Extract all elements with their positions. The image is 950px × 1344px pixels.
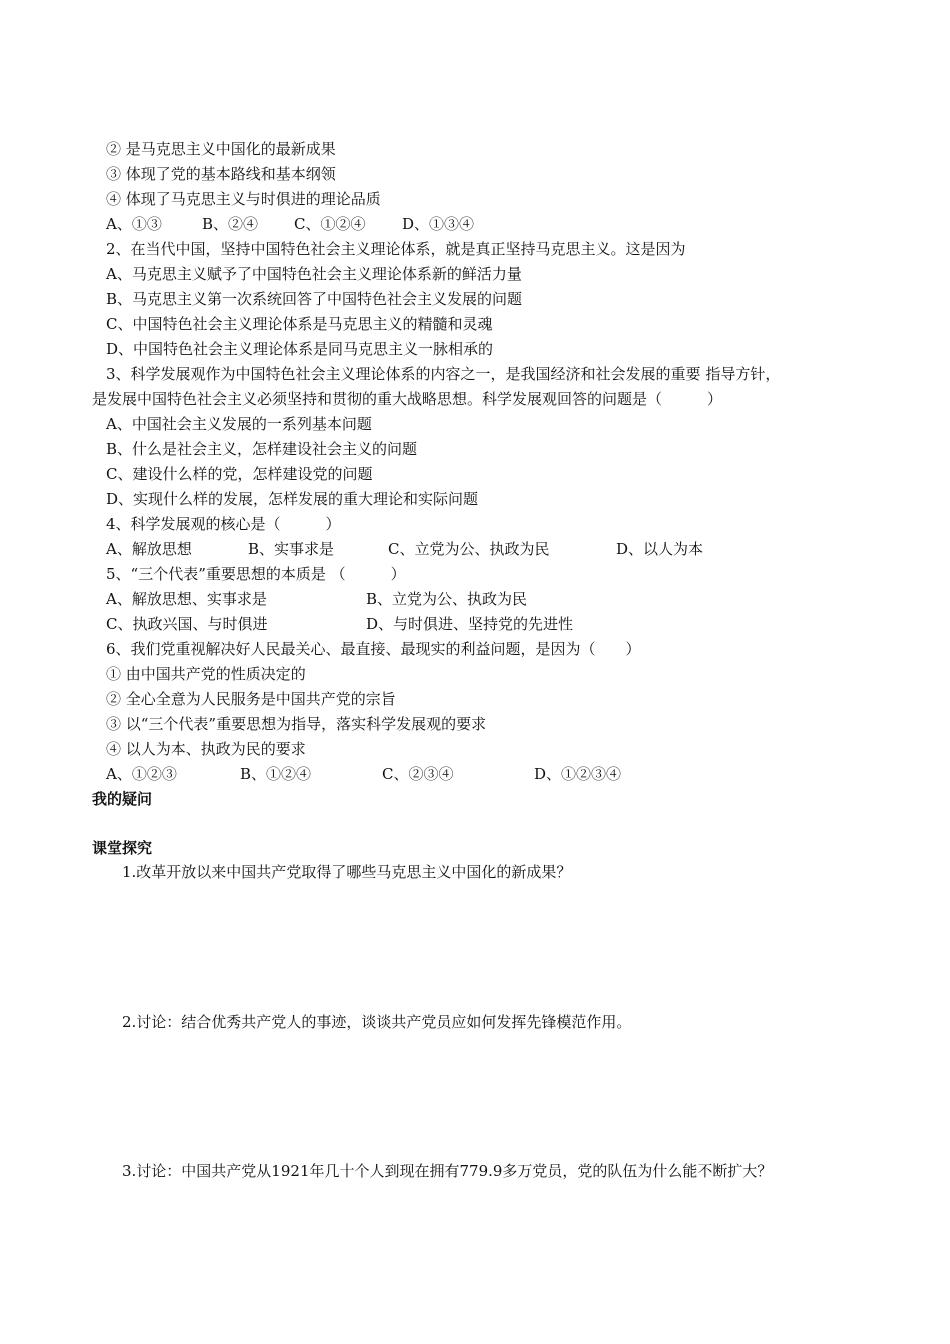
option-b: B、立党为公、执政为民 — [366, 590, 528, 608]
text-line: D、实现什么样的发展，怎样发展的重大理论和实际问题 — [106, 490, 479, 508]
question-3: 3、科学发展观作为中国特色社会主义理论体系的内容之一，是我国经济和社会发展的重要 指导方针， — [106, 365, 781, 383]
option-d: D、①③④ — [402, 215, 475, 233]
section-heading-questions: 我的疑问 — [92, 790, 153, 808]
q1-options — [106, 214, 474, 234]
question-6: 6、我们党重视解决好人民最关心、最直接、最现实的利益问题，是因为（ ） — [106, 640, 641, 658]
q4-options — [106, 539, 703, 559]
explore-item-1: 1.改革开放以来中国共产党取得了哪些马克思主义中国化的新成果？ — [122, 863, 572, 881]
option-b: B、实事求是 — [248, 540, 335, 558]
text-line: ② 是马克思主义中国化的最新成果 — [106, 140, 336, 158]
text-line: B、马克思主义第一次系统回答了中国特色社会主义发展的问题 — [106, 290, 523, 308]
option-a: A、①③ — [106, 215, 162, 233]
text-line: ③ 体现了党的基本路线和基本纲领 — [106, 165, 336, 183]
text-line: ④ 体现了马克思主义与时俱进的理论品质 — [106, 190, 381, 208]
option-d: D、以人为本 — [616, 540, 704, 558]
text-line: ① 由中国共产党的性质决定的 — [106, 665, 306, 683]
question-3-continued: 是发展中国特色社会主义必须坚持和贯彻的重大战略思想。科学发展观回答的问题是（ ） — [92, 390, 723, 408]
option-c: C、①②④ — [294, 215, 366, 233]
question-5: 5、“三个代表”重要思想的本质是 （ ） — [106, 565, 406, 583]
option-b: B、①②④ — [240, 765, 312, 783]
section-heading-explore: 课堂探究 — [92, 839, 153, 857]
text-line: B、什么是社会主义，怎样建设社会主义的问题 — [106, 440, 418, 458]
q5-options-row2 — [106, 614, 573, 634]
option-a: A、解放思想 — [106, 540, 192, 558]
explore-item-2: 2.讨论：结合优秀共产党人的事迹，谈谈共产党员应如何发挥先锋模范作用。 — [122, 1013, 632, 1031]
q6-options — [106, 764, 621, 784]
option-b: B、②④ — [202, 215, 259, 233]
option-d: D、与时俱进、坚持党的先进性 — [366, 615, 574, 633]
option-c: C、执政兴国、与时俱进 — [106, 615, 268, 633]
text-line: A、马克思主义赋予了中国特色社会主义理论体系新的鲜活力量 — [106, 265, 522, 283]
q5-options-row1 — [106, 589, 527, 609]
option-d: D、①②③④ — [534, 765, 622, 783]
text-line: A、中国社会主义发展的一系列基本问题 — [106, 415, 372, 433]
question-4: 4、科学发展观的核心是（ ） — [106, 515, 341, 533]
question-2: 2、在当代中国，坚持中国特色社会主义理论体系，就是真正坚持马克思主义。这是因为 — [106, 240, 686, 258]
option-a: A、①②③ — [106, 765, 177, 783]
option-c: C、②③④ — [382, 765, 454, 783]
text-line: ③ 以“三个代表”重要思想为指导，落实科学发展观的要求 — [106, 715, 487, 733]
option-a: A、解放思想、实事求是 — [106, 590, 267, 608]
text-line: ④ 以人为本、执政为民的要求 — [106, 740, 306, 758]
text-line: C、建设什么样的党，怎样建设党的问题 — [106, 465, 373, 483]
text-line: D、中国特色社会主义理论体系是同马克思主义一脉相承的 — [106, 340, 494, 358]
text-line: C、中国特色社会主义理论体系是马克思主义的精髓和灵魂 — [106, 315, 493, 333]
option-c: C、立党为公、执政为民 — [388, 540, 550, 558]
text-line: ② 全心全意为人民服务是中国共产党的宗旨 — [106, 690, 396, 708]
explore-item-3: 3.讨论：中国共产党从1921年几十个人到现在拥有779.9多万党员，党的队伍为什么能不断扩大？ — [122, 1162, 773, 1180]
